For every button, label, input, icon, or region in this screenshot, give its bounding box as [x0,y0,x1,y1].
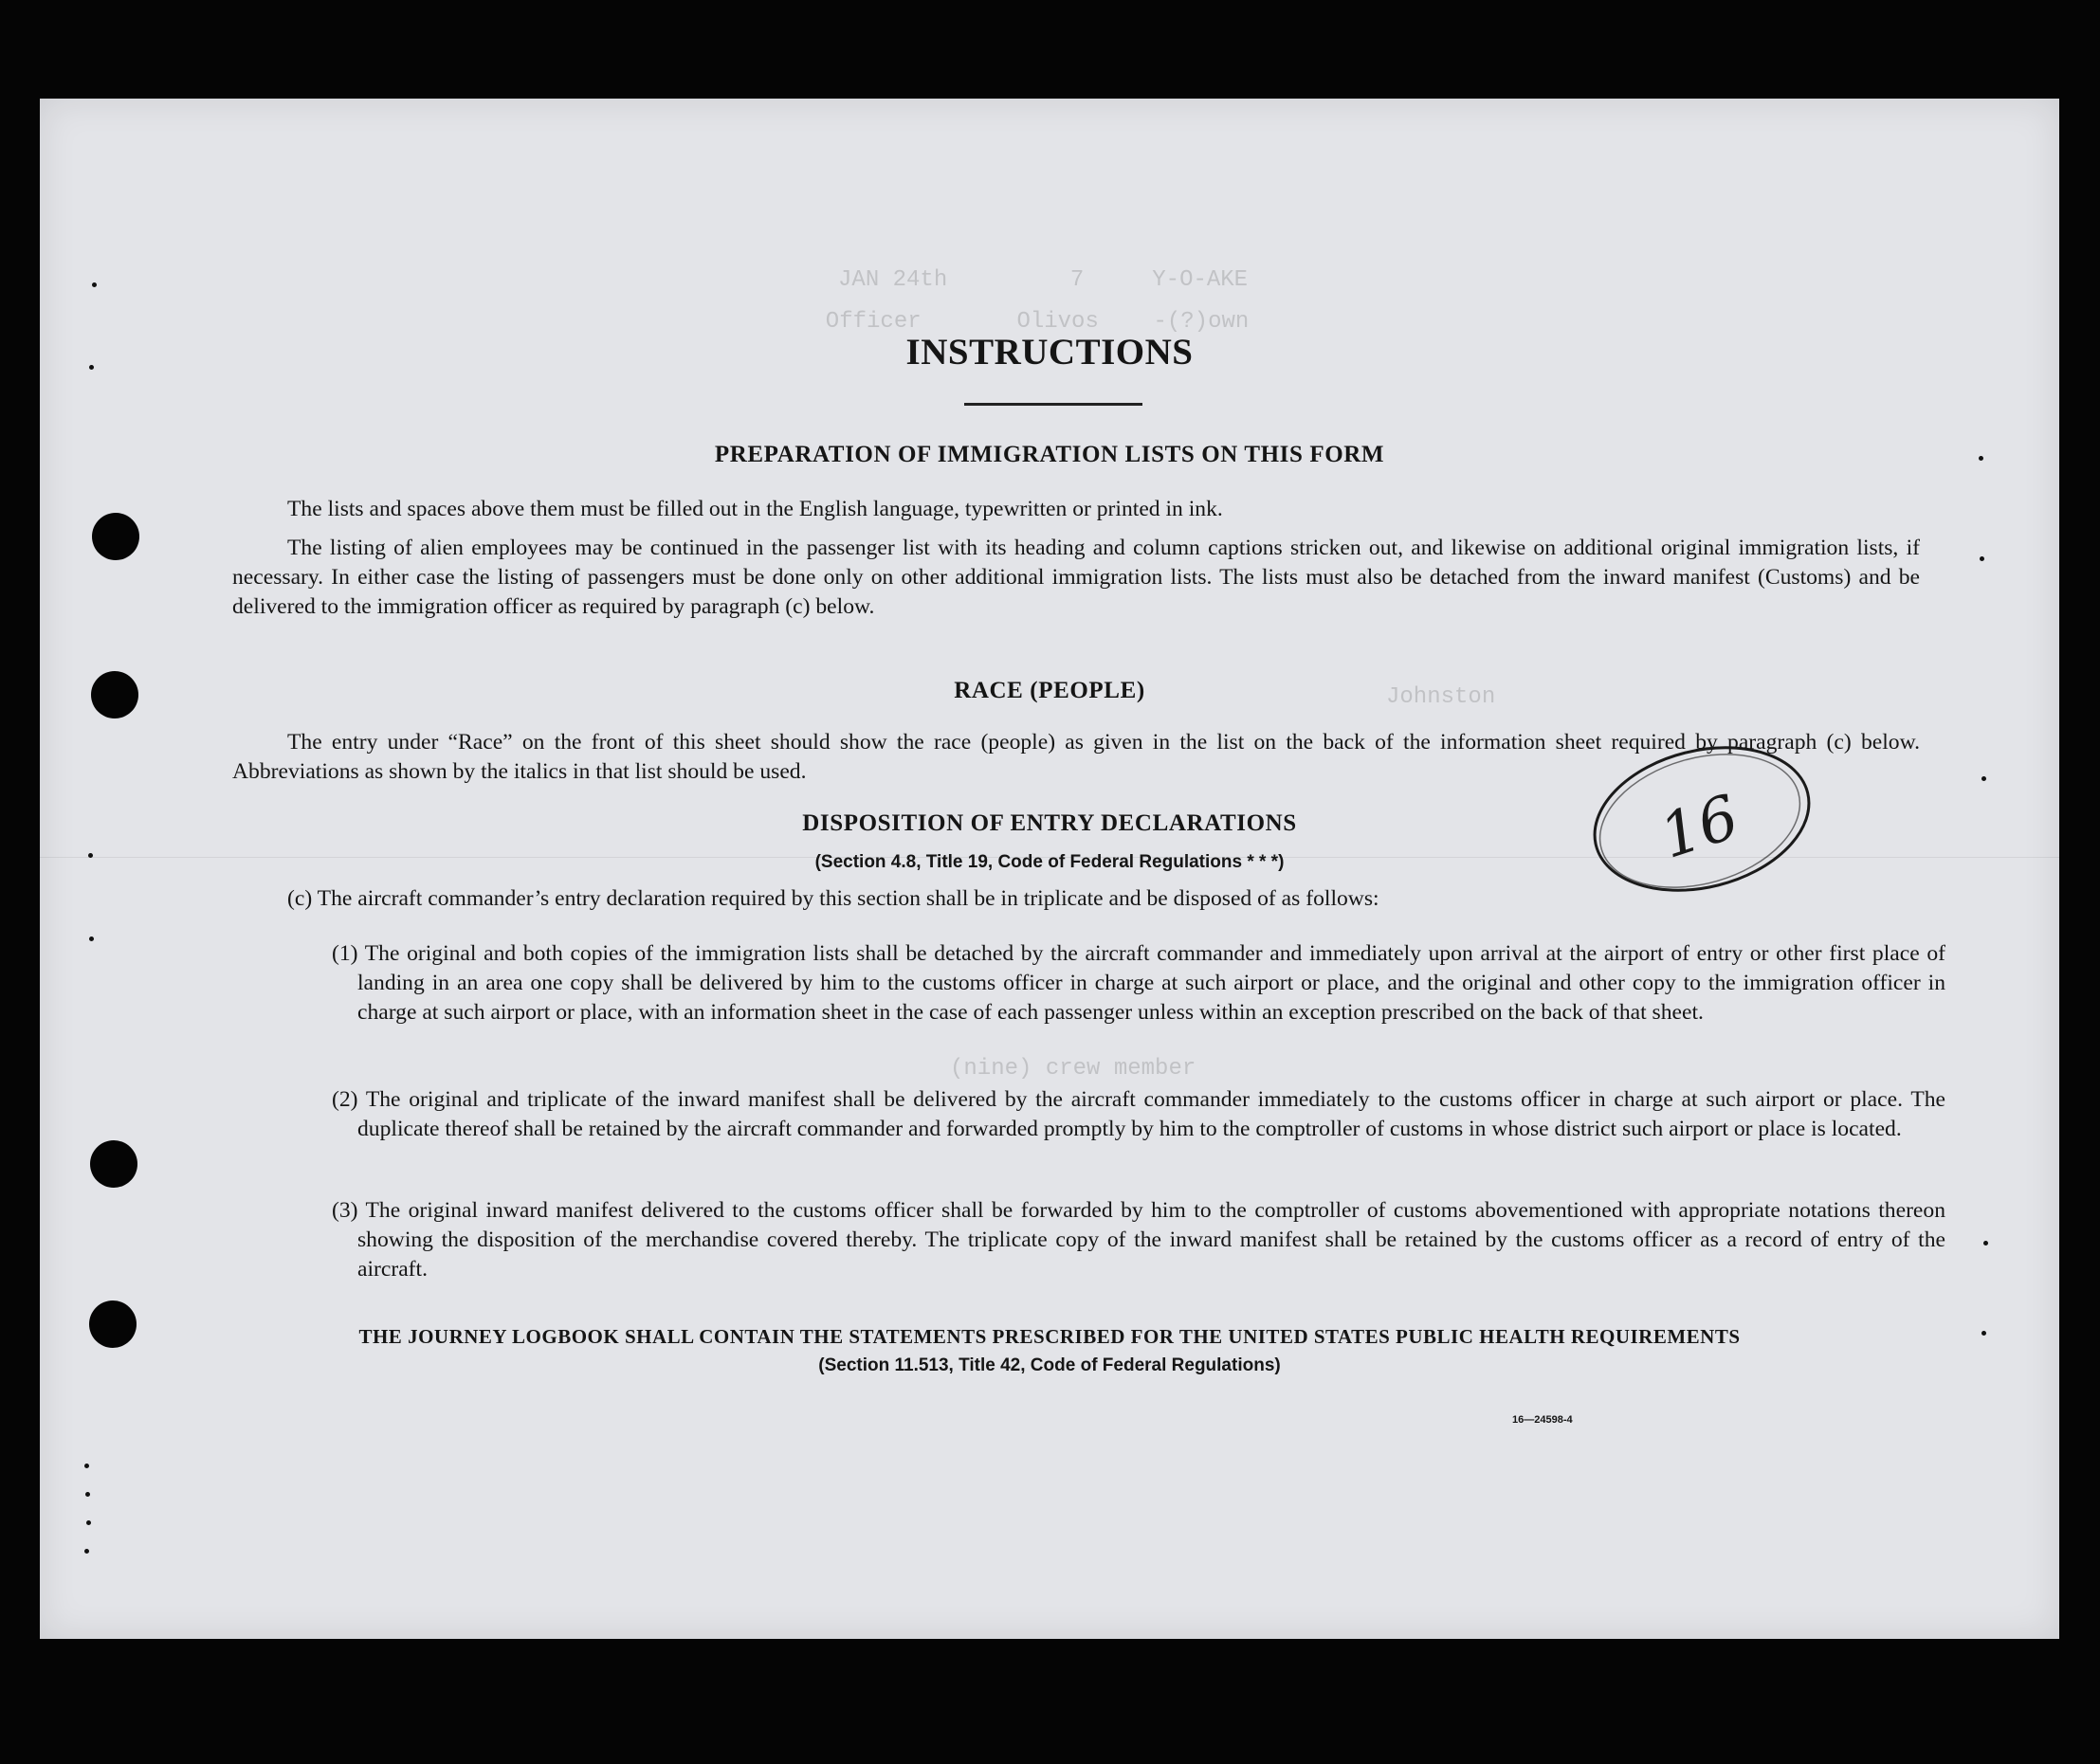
paragraph-language: The lists and spaces above them must be filled out in the English language, typewritten or printed in ink. [287,497,1223,521]
bleed-through-text: Johnston [1386,684,1496,710]
form-number: 16—24598-4 [1512,1414,1573,1426]
margin-speck [1980,556,1984,561]
margin-speck [86,1520,91,1525]
punch-hole-3 [90,1140,137,1188]
margin-speck [85,1492,90,1497]
margin-speck [1983,1241,1988,1246]
disposition-item-1: (1) The original and both copies of the immigration lists shall be detached by the aircraft commander and immediately upon arrival at the airport of entry or other first place of landing in an area one copy shall be delivered by him to the customs officer in charge at such airport or place, and the original and other copy to the immigration officer in charge at such airport or place, with an information sheet in the case of each passenger unless within an exception prescribed on the back of that sheet. [332,941,1945,1025]
bleed-through-text: JAN 24th 7 Y-O-AKE [770,267,1249,293]
disposition-item-3: (3) The original inward manifest delivered to the customs officer shall be forwarded by him to the comptroller of customs abovementioned with appropriate notations thereon showing the disposition of the merchandise covered thereby. The triplicate copy of the inward manifest shall be retained by the customs officer as a record of entry of the aircraft. [332,1198,1945,1282]
punch-hole-1 [92,513,139,560]
logbook-citation: (Section 11.513, Title 42, Code of Federal Regulations) [818,1355,1281,1375]
page-title: INSTRUCTIONS [905,332,1194,373]
bleed-through-text: (nine) crew member [950,1056,1196,1082]
section-heading-race: RACE (PEOPLE) [954,678,1145,703]
margin-speck [92,282,97,287]
disposition-item-2: (2) The original and triplicate of the inward manifest shall be delivered by the aircraft commander immediately to the customs officer in charge at such airport or place. The duplicate thereof shall be retained by the aircraft commander and forwarded promptly by him to the comptroller of customs in whose district such airport or place is located. [332,1087,1945,1141]
section-heading-disposition: DISPOSITION OF ENTRY DECLARATIONS [802,810,1297,836]
margin-speck [89,937,94,941]
margin-speck [84,1549,89,1554]
logbook-statement: THE JOURNEY LOGBOOK SHALL CONTAIN THE STATEMENTS PRESCRIBED FOR THE UNITED STATES PUBLIC HEALTH REQUIREMENTS [358,1325,1741,1348]
disposition-intro: (c) The aircraft commander’s entry declaration required by this section shall be in triplicate and be disposed of as follows: [287,886,1379,911]
handwritten-circled-number [1579,734,1825,904]
margin-speck [1981,776,1986,781]
margin-speck [84,1464,89,1468]
paragraph-race: The entry under “Race” on the front of this sheet should show the race (people) as given in the list on the back of the information sheet required by paragraph (c) below. Abbreviations as shown by the italics in that list should be used. [232,730,1920,784]
section-heading-preparation: PREPARATION OF IMMIGRATION LISTS ON THIS FORM [714,442,1385,467]
paragraph-alien-employees: The listing of alien employees may be continued in the passenger list with its heading and column captions stricken out, and likewise on additional original immigration lists, if necessary. In either case the listing of passengers must be done only on other additional immigration lists. The lists must also be detached from the inward manifest (Customs) and be delivered to the immigration officer as required by paragraph (c) below. [232,536,1920,619]
bleed-through-text: Officer Olivos -(?)own [798,309,1250,335]
document-page [40,99,2059,1639]
disposition-citation: (Section 4.8, Title 19, Code of Federal Regulations * * *) [814,852,1285,872]
title-underline [964,403,1142,406]
handwritten-number-text: 16 [1652,782,1747,873]
